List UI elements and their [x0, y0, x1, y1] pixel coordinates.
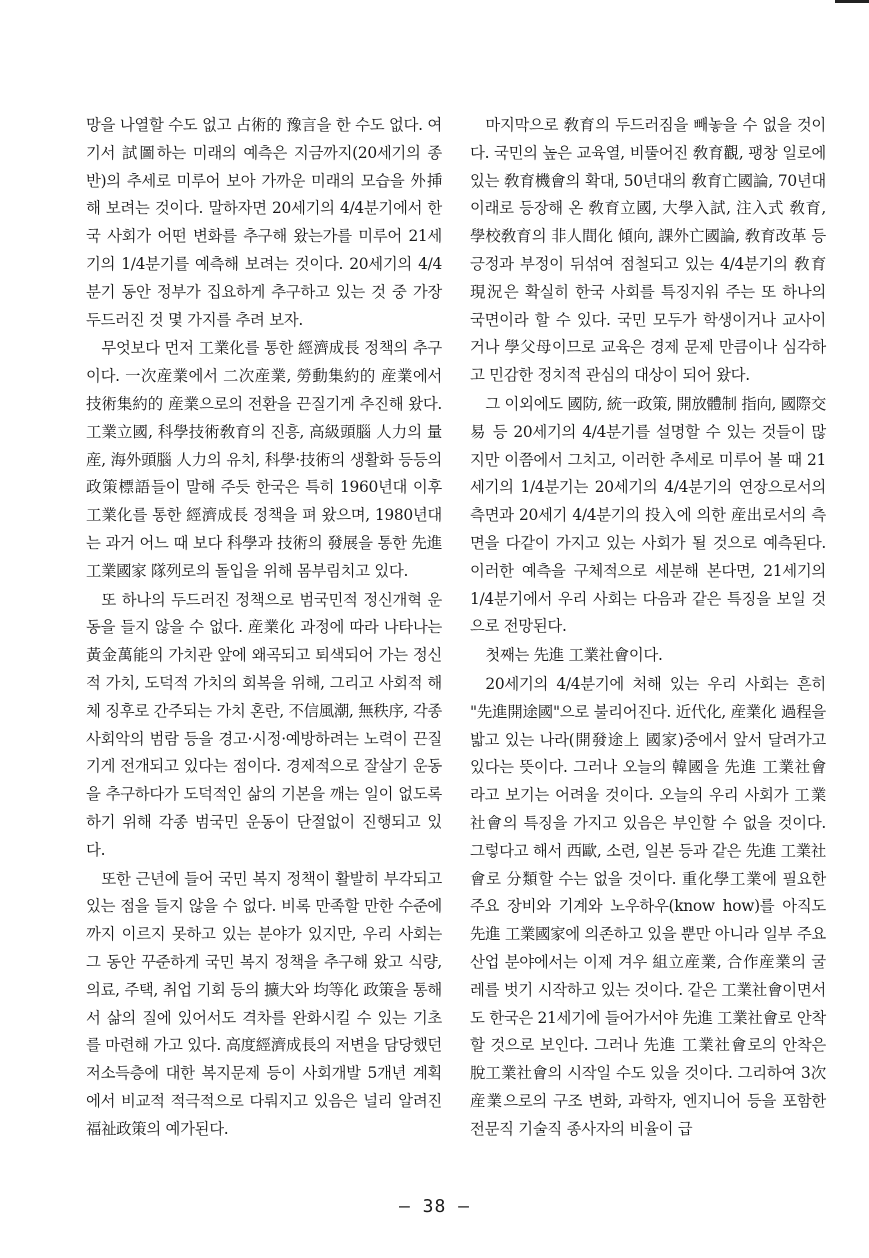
left-paragraph-2: 무엇보다 먼저 工業化를 통한 經濟成長 정책의 추구이다. 一次産業에서 二次産業, 勞動集約的 産業에서 技術集約的 産業으로의 전환을 끈질기게 추진해 왔다. 工業立國, 科學技術敎育의 진흥, 高級頭腦 人力의 量産, 海外頭腦 人力의 유치, 科學·技術의 생활화 등등의 政策標語들이 말해 주듯 한국은 특히 1960년대 이후 工業化를 통한 經濟成長 정책을 펴 왔으며, 1980년대는 과거 어느 때 보다 科學과 技術의 發展을 통한 先進 工業國家 隊列로의 돌입을 위해 몸부림치고 있다.	[86, 339, 442, 580]
page-corner-mark	[835, 0, 869, 3]
right-paragraph-2: 그 이외에도 國防, 統一政策, 開放體制 指向, 國際交易 등 20세기의 4/4분기를 설명할 수 있는 것들이 많지만 이쯤에서 그치고, 이러한 추세로 미루어 볼 때 21세기의 1/4분기는 20세기의 4/4분기의 연장으로서의 측면과 20세기 4/4분기의 投入에 의한 産出로서의 측면을 다같이 가지고 있는 사회가 될 것으로 예측된다. 이러한 예측을 구체적으로 세분해 본다면, 21세기의 1/4분기에서 우리 사회는 다음과 같은 특징을 보일 것으로 전망된다.	[470, 394, 826, 636]
page-number: — 38 —	[398, 1196, 471, 1217]
right-paragraph-4: 20세기의 4/4분기에 처해 있는 우리 사회는 흔히 "先進開途國"으로 불리어진다. 近代化, 産業化 過程을 밟고 있는 나라(開發途上 國家)중에서 앞서 달려가고 있다는 뜻이다. 그러나 오늘의 韓國을 先進 工業社會라고 보기는 어려울 것이다. 오늘의 우리 사회가 工業社會의 특징을 가지고 있음은 부인할 수 없을 것이다. 그렇다고 해서 西歐, 소련, 일본 등과 같은 先進 工業社會로 分類할 수는 없을 것이다. 重化學工業에 필요한 주요 장비와 기계와 노우하우(know how)를 아직도 先進 工業國家에 의존하고 있을 뿐만 아니라 일부 주요 산업 분야에서는 이제 겨우 組立産業, 合作産業의 굴레를 벗기 시작하고 있는 것이다. 같은 工業社會이면서도 한국은 21세기에 들어가서야 先進 工業社會로 안착할 것으로 보인다. 그러나 先進 工業社會로의 안착은 脫工業社會의 시작일 수도 있을 것이다. 그리하여 3次産業으로의 구조 변화, 과학자, 엔지니어 등을 포함한 전문직 기술직 종사자의 비율이 급	[470, 674, 826, 1138]
left-paragraph-3: 또 하나의 두드러진 정책으로 범국민적 정신개혁 운동을 들지 않을 수 없다. 産業化 과정에 따라 나타나는 黃金萬能의 가치관 앞에 왜곡되고 퇴색되어 가는 정신적 가치, 도덕적 가치의 회복을 위해, 그리고 사회적 해체 징후로 간주되는 가치 혼란, 不信風潮, 無秩序, 각종 사회악의 범람 등을 경고·시정·예방하려는 노력이 끈질기게 전개되고 있다는 점이다. 경제적으로 잘살기 운동을 추구하다가 도덕적인 삶의 기본을 깨는 일이 없도록 하기 위해 각종 범국민 운동이 단절없이 진행되고 있다.	[86, 590, 442, 859]
right-paragraph-3: 첫째는 先進 工業社會이다.	[485, 646, 663, 665]
left-paragraph-1: 망을 나열할 수도 없고 占術的 豫言을 한 수도 없다. 여기서 試圖하는 미래의 예측은 지금까지(20세기의 종반)의 추세로 미루어 보아 가까운 미래의 모습을 外挿해 보려는 것이다. 말하자면 20세기의 4/4분기에서 한국 사회가 어떤 변화를 추구해 왔는가를 미루어 21세기의 1/4분기를 예측해 보려는 것이다. 20세기의 4/4분기 동안 정부가 집요하게 추구하고 있는 것 중 가장 두드러진 것 몇 가지를 추려 보자.	[86, 116, 442, 329]
right-paragraph-1: 마지막으로 敎育의 두드러짐을 빼놓을 수 없을 것이다. 국민의 높은 교육열, 비뚤어진 敎育觀, 팽창 일로에 있는 敎育機會의 확대, 50년대의 敎育亡國論, 70년대 이래로 등장해 온 敎育立國, 大學入試, 注入式 敎育, 學校敎育의 非人間化 傾向, 課外亡國論, 敎育改革 등 긍정과 부정이 뒤섞여 점철되고 있는 4/4분기의 敎育現況은 확실히 한국 사회를 특징지워 주는 또 하나의 국면이라 할 수 있다. 국민 모두가 학생이거나 교사이거나 學父母이므로 교육은 경제 문제 만큼이나 심각하고 민감한 정치적 관심의 대상이 되어 왔다.	[470, 116, 826, 385]
right-text-column	[470, 112, 826, 1143]
left-paragraph-4: 또한 근년에 들어 국민 복지 정책이 활발히 부각되고 있는 점을 들지 않을 수 없다. 비록 만족할 만한 수준에 까지 이르지 못하고 있는 분야가 있지만, 우리 사회는 그 동안 꾸준하게 국민 복지 정책을 추구해 왔고 식량, 의료, 주택, 취업 기회 등의 擴大와 均等化 政策을 통해서 삶의 질에 있어서도 격차를 완화시킬 수 있는 기초를 마련해 가고 있다. 高度經濟成長의 저변을 담당했던 저소득층에 대한 복지문제 등이 사회개발 5개년 계획에서 비교적 적극적으로 다뤄지고 있음은 널리 알려진 福祉政策의 예가된다.	[86, 869, 442, 1138]
left-text-column	[86, 112, 442, 1143]
